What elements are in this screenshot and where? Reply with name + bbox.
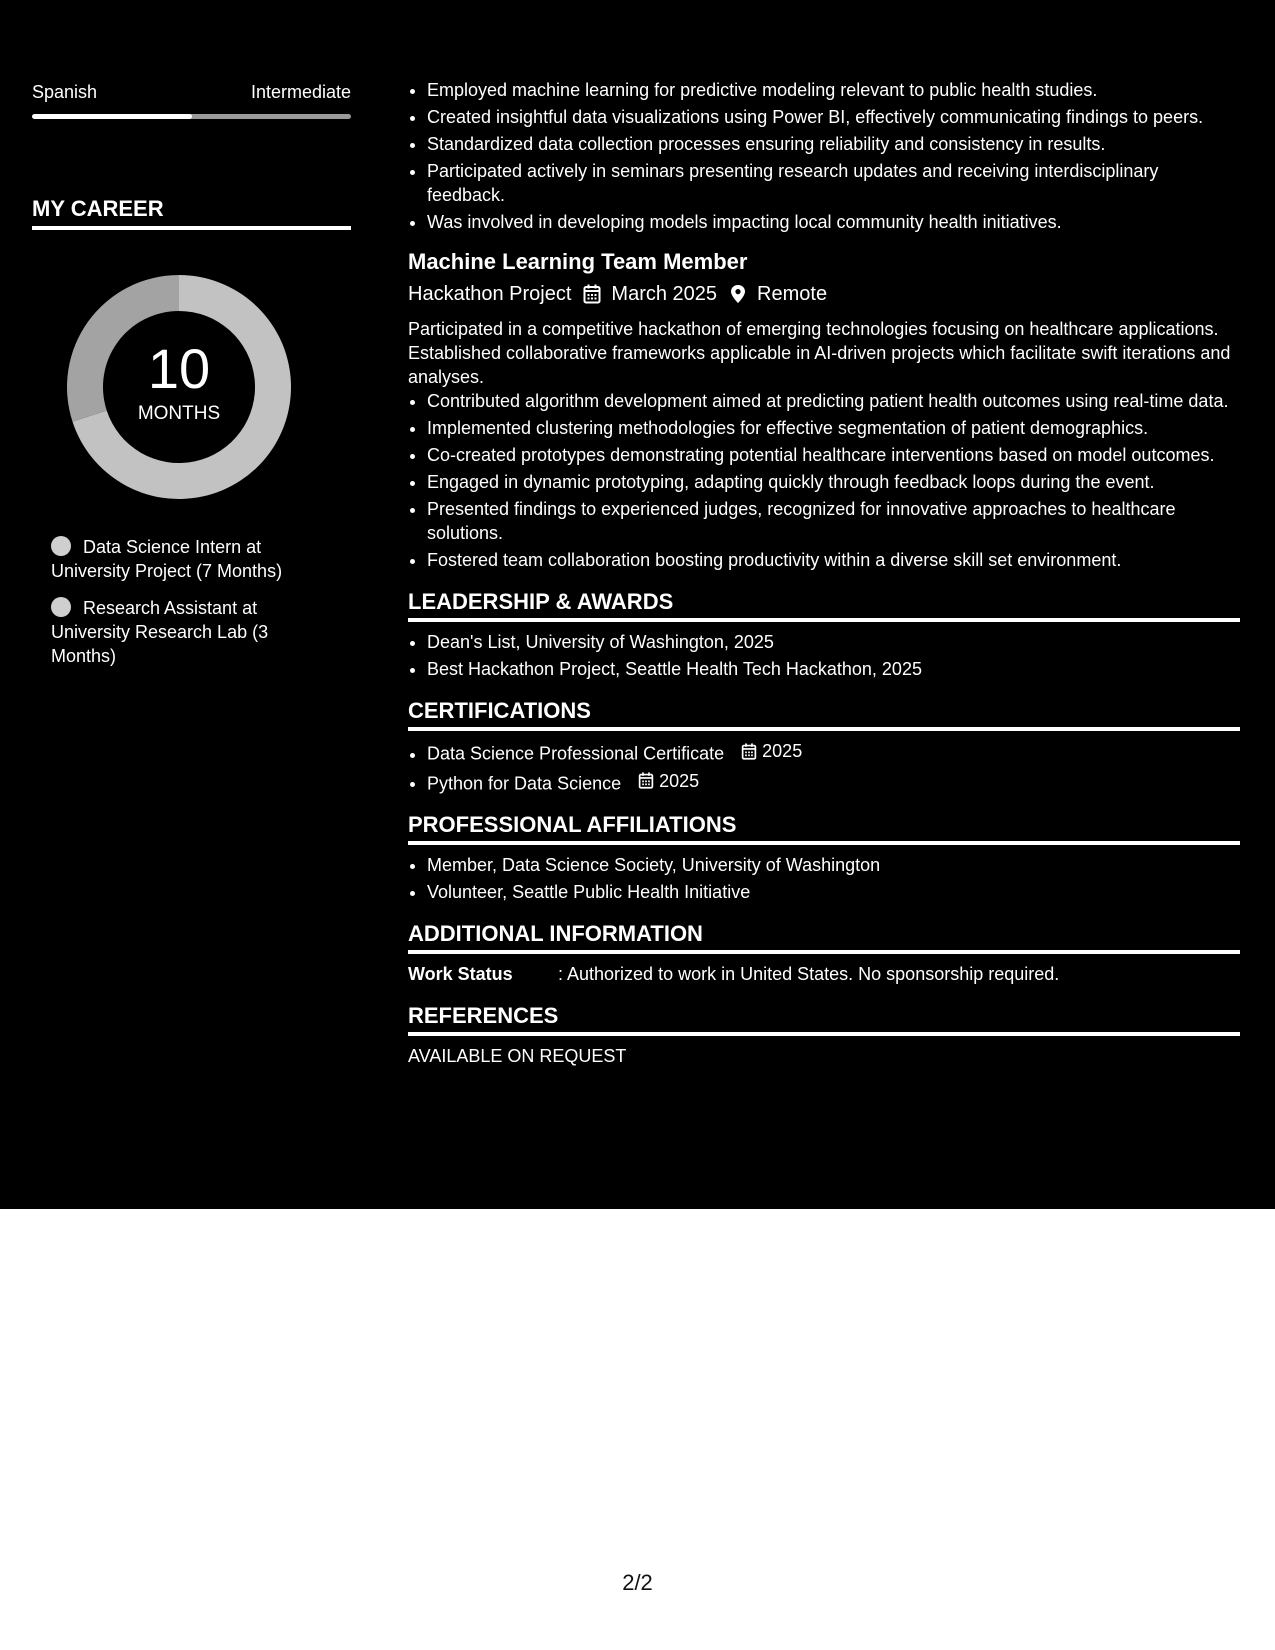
career-heading: MY CAREER — [32, 196, 351, 230]
work-status-label: Work Status — [408, 964, 513, 984]
career-total-number: 10 — [147, 337, 211, 400]
list-item: • Presented findings to experienced judges, recognized for innovative approaches to healthcare solutions. — [427, 497, 1240, 545]
list-item — [427, 769, 1240, 796]
job-bullets — [408, 389, 1240, 572]
job-description: Participated in a competitive hackathon of emerging technologies focusing on healthcare applications. Established collaborative frameworks applicable in AI-driven projects which facilitate swift iterations and analyses. — [408, 319, 1231, 387]
leadership-list — [408, 630, 1240, 681]
language-level: Intermediate — [250, 82, 351, 102]
career-item — [51, 596, 321, 668]
list-item: • Volunteer, Seattle Public Health Initiative — [427, 880, 1240, 904]
list-item: • Participated actively in seminars presenting research updates and receiving interdisciplinary feedback. — [427, 159, 1240, 207]
page-number: 2/2 — [622, 1570, 653, 1595]
list-item: • Fostered team collaboration boosting productivity within a diverse skill set environment. — [427, 548, 1240, 572]
sidebar — [0, 0, 383, 1209]
career-donut-chart — [66, 274, 292, 500]
list-item: • Standardized data collection processes ensuring reliability and consistency in results. — [427, 132, 1240, 156]
list-item: • Engaged in dynamic prototyping, adapting quickly through feedback loops during the event. — [427, 470, 1240, 494]
career-dot-icon — [51, 597, 71, 617]
list-item: • Member, Data Science Society, University of Washington — [427, 853, 1240, 877]
leadership-title: LEADERSHIP & AWARDS — [408, 590, 1240, 622]
list-item: • Dean's List, University of Washington, 2025 — [427, 630, 1240, 654]
calendar-icon — [638, 772, 654, 789]
job-location: Remote — [757, 283, 828, 305]
career-item — [51, 535, 321, 583]
job-title: Machine Learning Team Member — [408, 249, 748, 274]
list-item: • Was involved in developing models impacting local community health initiatives. — [427, 210, 1240, 234]
job-date: March 2025 — [611, 283, 718, 305]
references-title: REFERENCES — [408, 1004, 1240, 1036]
work-status-row — [408, 962, 1240, 986]
language-proficiency-fill — [32, 114, 192, 119]
calendar-icon — [741, 743, 757, 760]
language-name: Spanish — [32, 82, 98, 102]
list-item — [427, 739, 1240, 766]
prev-job-bullets — [408, 78, 1240, 234]
list-item: • Implemented clustering methodologies for effective segmentation of patient demographics. — [427, 416, 1240, 440]
cert-year: 2025 — [659, 770, 700, 791]
main-content — [383, 0, 1275, 1209]
donut-center — [66, 274, 292, 500]
career-total-unit: MONTHS — [137, 403, 221, 424]
location-pin-icon — [729, 284, 747, 304]
cert-date — [741, 739, 802, 763]
list-item: • Created insightful data visualizations using Power BI, effectively communicating findings to peers. — [427, 105, 1240, 129]
job-meta — [408, 279, 1240, 309]
additional-info-title: ADDITIONAL INFORMATION — [408, 922, 1240, 954]
job-organization: Hackathon Project — [408, 283, 572, 305]
work-status-value: : Authorized to work in United States. No sponsorship required. — [558, 964, 1060, 984]
list-item: • Co-created prototypes demonstrating potential healthcare interventions based on model outcomes. — [427, 443, 1240, 467]
career-list — [51, 535, 321, 681]
cert-year: 2025 — [762, 741, 803, 761]
cert-date — [638, 769, 699, 793]
affiliations-title: PROFESSIONAL AFFILIATIONS — [408, 813, 1240, 845]
calendar-icon — [583, 284, 601, 304]
language-row — [32, 82, 351, 103]
list-item: • Employed machine learning for predictive modeling relevant to public health studies. — [427, 78, 1240, 102]
career-item-label: Data Science Intern at University Project (7 Months) — [51, 537, 283, 581]
certifications-list — [408, 739, 1240, 795]
language-proficiency-bar — [32, 114, 351, 119]
certifications-title: CERTIFICATIONS — [408, 699, 1240, 731]
content-column — [408, 78, 1240, 1068]
cert-name: Python for Data Science — [427, 773, 622, 793]
cert-name: Data Science Professional Certificate — [427, 743, 725, 764]
references-text: AVAILABLE ON REQUEST — [408, 1046, 627, 1066]
list-item: • Best Hackathon Project, Seattle Health Tech Hackathon, 2025 — [427, 657, 1240, 681]
affiliations-list — [408, 853, 1240, 904]
career-dot-icon — [51, 536, 71, 556]
career-item-label: Research Assistant at University Research Lab (3 Months) — [51, 598, 269, 666]
list-item: • Contributed algorithm development aimed at predicting patient health outcomes using real-time data. — [427, 389, 1240, 413]
